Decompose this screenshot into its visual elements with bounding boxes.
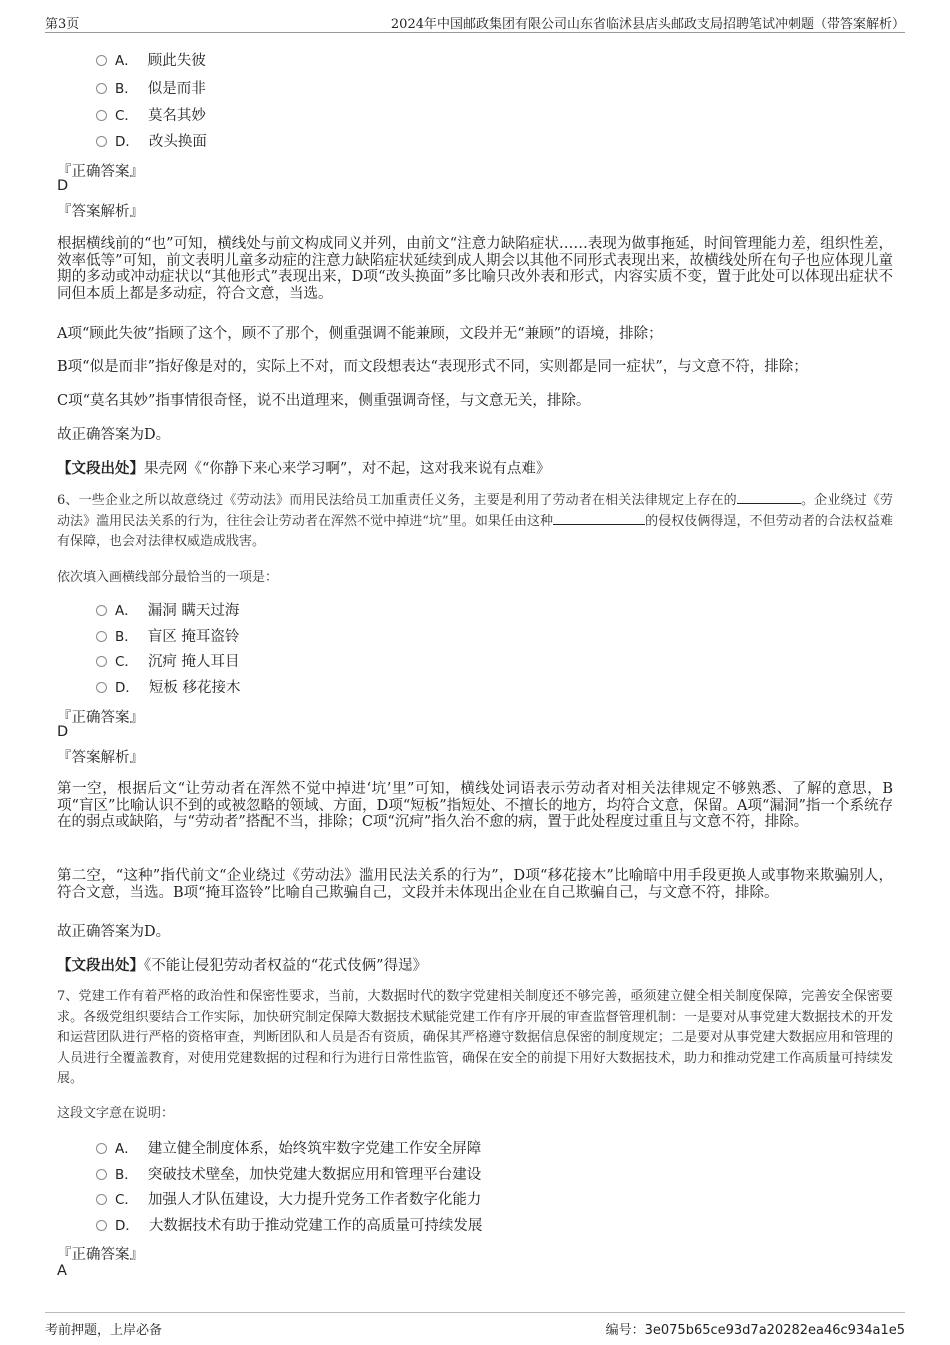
q7-option-d[interactable]: D． 大数据技术有助于推动党建工作的高质量可持续发展 <box>96 1214 482 1236</box>
q7-stem: 这段文字意在说明： <box>57 1106 175 1121</box>
source-text: 果壳网《“你静下来心来学习啊”，对不起，这对我来说有点难》 <box>144 461 551 477</box>
q5-answer: D <box>57 178 69 194</box>
q5-analysis-label: 『答案解析』 <box>57 204 144 220</box>
radio-icon[interactable] <box>96 1169 107 1180</box>
radio-icon[interactable] <box>96 1194 107 1205</box>
q7-option-c[interactable]: C． 加强人才队伍建设，大力提升党务工作者数字化能力 <box>96 1188 481 1210</box>
q6-option-b[interactable]: B． 盲区 掩耳盗铃 <box>96 625 239 647</box>
page-number: 第3页 <box>45 17 80 32</box>
q5-analysis-paragraph: 根据横线前的“也”可知，横线处与前文构成同义并列，由前文“注意力缺陷症状……表现为做事拖延，时间管理能力差，组织性差，效率低等”可知，前文表明儿童多动症的注意力缺陷症状延续到成人期会以其他不同形式表现出来，故横线处所在句子也应体现儿童期的多动或冲动症状以“其他形式”表现出来，D项“改头换面”多比喻只改外表和形式，内容实质不变，置于此处可以体现出症状不同但本质上都是多动症，符合文意，当选。 <box>57 236 893 302</box>
q6-option-d[interactable]: D． 短板 移花接木 <box>96 676 241 698</box>
q6-option-a[interactable]: A． 漏洞 瞒天过海 <box>96 599 239 621</box>
page-header <box>45 10 905 33</box>
q6-analysis-paragraph-1: 第一空，根据后文“让劳动者在浑然不觉中掉进‘坑’里”可知，横线处词语表示劳动者对相关法律规定不够熟悉、了解的意思，B项“盲区”比喻认识不到的或被忽略的领域、方面，D项“短板”指短处、不擅长的地方，均符合文意，保留。A项“漏洞”指一个系统存在的弱点或缺陷，与“劳动者”搭配不当，排除；C项“沉疴”指久治不愈的病，置于此处程度过重且与文意不符，排除。 <box>57 781 893 830</box>
q5-option-d[interactable]: D． 改头换面 <box>96 130 207 152</box>
fill-blank-1 <box>737 503 801 504</box>
fill-blank-2 <box>553 524 645 525</box>
radio-icon[interactable] <box>96 1143 107 1154</box>
q6-conclusion: 故正确答案为D。 <box>57 924 171 940</box>
footer-code: 编号：3e075b65ce93d7a20282ea46c934a1e5 <box>605 1323 905 1338</box>
q6-answer-label: 『正确答案』 <box>57 710 144 726</box>
radio-icon[interactable] <box>96 631 107 642</box>
source-text: 《不能让侵犯劳动者权益的“花式伎俩”得逞》 <box>144 958 428 974</box>
q7-answer-label: 『正确答案』 <box>57 1247 144 1263</box>
radio-icon[interactable] <box>96 682 107 693</box>
q5-analysis-option-c: C项“莫名其妙”指事情很奇怪，说不出道理来，侧重强调奇怪，与文意无关，排除。 <box>57 393 591 409</box>
q7-option-a[interactable]: A． 建立健全制度体系，始终筑牢数字党建工作安全屏障 <box>96 1137 481 1159</box>
radio-icon[interactable] <box>96 136 107 147</box>
q6-answer: D <box>57 724 69 740</box>
radio-icon[interactable] <box>96 83 107 94</box>
q6-option-c[interactable]: C． 沉疴 掩人耳目 <box>96 650 240 672</box>
q7-answer: A <box>57 1263 67 1279</box>
q5-source <box>57 457 550 478</box>
page-footer <box>45 1312 905 1339</box>
q6-analysis-label: 『答案解析』 <box>57 750 144 766</box>
q7-option-b[interactable]: B． 突破技术壁垒，加快党建大数据应用和管理平台建设 <box>96 1163 481 1185</box>
source-label: 【文段出处】 <box>57 957 144 974</box>
document-code: 3e075b65ce93d7a20282ea46c934a1e5 <box>644 1323 905 1338</box>
q5-option-c[interactable]: C． 莫名其妙 <box>96 104 206 126</box>
q6-analysis-paragraph-2: 第二空，“这种”指代前文“企业绕过《劳动法》滥用民法关系的行为”，D项“移花接木”比喻暗中用手段更换人或事物来欺骗别人，符合文意，当选。B项“掩耳盗铃”比喻自己欺骗自己，文段并未体现出企业在自己欺骗自己，与文意不符，排除。 <box>57 868 893 901</box>
radio-icon[interactable] <box>96 110 107 121</box>
document-title: 2024年中国邮政集团有限公司山东省临沭县店头邮政支局招聘笔试冲刺题（带答案解析） <box>390 17 905 32</box>
radio-icon[interactable] <box>96 605 107 616</box>
q6-stem: 依次填入画横线部分最恰当的一项是： <box>57 570 279 585</box>
footer-slogan: 考前押题，上岸必备 <box>45 1323 163 1338</box>
q5-conclusion: 故正确答案为D。 <box>57 427 171 443</box>
q5-option-b[interactable]: B． 似是而非 <box>96 77 206 99</box>
q5-analysis-option-b: B项“似是而非”指好像是对的，实际上不对，而文段想表达“表现形式不同，实则都是同一症状”，与文意不符，排除； <box>57 359 808 375</box>
q6-source <box>57 954 427 975</box>
q5-answer-label: 『正确答案』 <box>57 164 144 180</box>
q6-question: 6、一些企业之所以故意绕过《劳动法》而用民法给员工加重责任义务，主要是利用了劳动者在相关法律规定上存在的 。企业绕过《劳动法》滥用民法关系的行为，往往会让劳动者在浑然不觉中掉进“坑”里。如果任由这种 的侵权伎俩得逞，不但劳动者的合法权益难有保障，也会对法律权威造成戕害。 <box>57 493 893 549</box>
q5-analysis-option-a: A项“顾此失彼”指顾了这个，顾不了那个，侧重强调不能兼顾，文段并无“兼顾”的语境，排除； <box>57 326 663 342</box>
radio-icon[interactable] <box>96 656 107 667</box>
q5-option-a[interactable]: A． 顾此失彼 <box>96 49 206 71</box>
source-label: 【文段出处】 <box>57 460 144 477</box>
radio-icon[interactable] <box>96 55 107 66</box>
radio-icon[interactable] <box>96 1220 107 1231</box>
q7-question: 7、党建工作有着严格的政治性和保密性要求，当前，大数据时代的数字党建相关制度还不够完善，亟须建立健全相关制度保障，完善安全保密要求。各级党组织要结合工作实际，加快研究制定保障大数据技术赋能党建工作有序开展的审查监督管理机制：一是要对从事党建大数据技术的开发和运营团队进行严格的资格审查，判断团队和人员是否有资质，确保其严格遵守数据信息保密的制度规定；二是要对从事党建大数据应用和管理的人员进行全覆盖教育，对使用党建数据的过程和行为进行日常性监管，确保在安全的前提下用好大数据技术，助力和推动党建工作高质量可持续发展。 <box>57 989 893 1086</box>
